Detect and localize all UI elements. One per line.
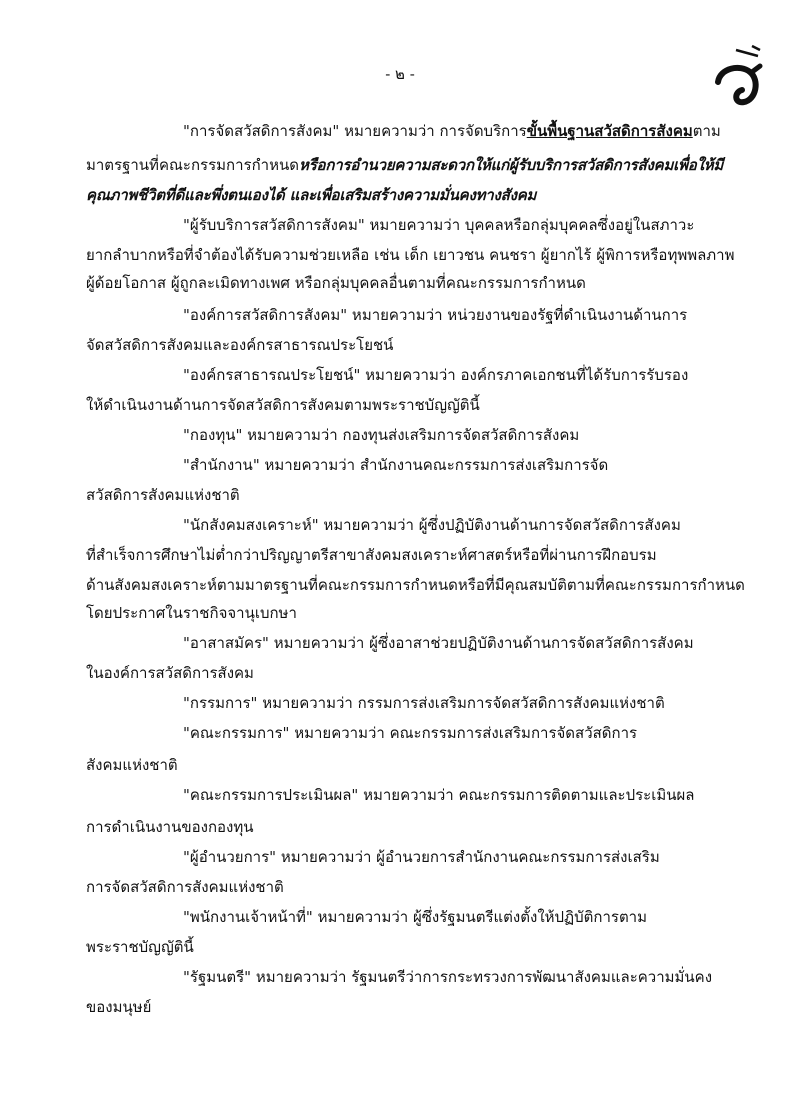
definition-office-cont: สวัสดิการสังคมแห่งชาติ: [86, 486, 240, 504]
definition-evaluation-committee-cont: การดำเนินงานของกองทุน: [86, 818, 254, 836]
definition-social-worker-cont: ด้านสังคมสงเคราะห์ตามมาตรฐานที่คณะกรรมการกำหนดหรือที่มีคุณสมบัติตามที่คณะกรรมการกำหนด: [86, 576, 745, 594]
page-number: - ๒ -: [385, 65, 415, 83]
definition-minister: "รัฐมนตรี" หมายความว่า รัฐมนตรีว่าการกระทรวงการพัฒนาสังคมและความมั่นคง: [183, 968, 713, 986]
definition-competent-official: "พนักงานเจ้าหน้าที่" หมายความว่า ผู้ซึ่งรัฐมนตรีแต่งตั้งให้ปฏิบัติการตาม: [183, 908, 647, 926]
definition-committee: "คณะกรรมการ" หมายความว่า คณะกรรมการส่งเสริมการจัดสวัสดิการ: [183, 724, 638, 742]
definition-evaluation-committee: "คณะกรรมการประเมินผล" หมายความว่า คณะกรรมการติดตามและประเมินผล: [183, 786, 695, 804]
definition-social-welfare-cont: คุณภาพชีวิตที่ดีและพึ่งตนเองได้ และเพื่อเสริมสร้างความมั่นคงทางสังคม: [86, 186, 537, 204]
definition-public-benefit-org: "องค์กรสาธารณประโยชน์" หมายความว่า องค์กรภาคเอกชนที่ได้รับการรับรอง: [183, 366, 689, 384]
definition-social-worker: "นักสังคมสงเคราะห์" หมายความว่า ผู้ซึ่งปฏิบัติงานด้านการจัดสวัสดิการสังคม: [183, 516, 681, 534]
definition-committee-cont: สังคมแห่งชาติ: [86, 756, 178, 774]
definition-service-recipient-cont: ยากลำบากหรือที่จำต้องได้รับความช่วยเหลือ เช่น เด็ก เยาวชน คนชรา ผู้ยากไร้ ผู้พิการหรือทุพพลภาพ: [86, 246, 735, 264]
definition-volunteer-cont: ในองค์การสวัสดิการสังคม: [86, 664, 254, 682]
definition-volunteer: "อาสาสมัคร" หมายความว่า ผู้ซึ่งอาสาช่วยปฏิบัติงานด้านการจัดสวัสดิการสังคม: [183, 634, 694, 652]
definition-social-worker-cont: โดยประกาศในราชกิจจานุเบกษา: [86, 604, 297, 622]
definition-service-recipient: "ผู้รับบริการสวัสดิการสังคม" หมายความว่า บุคคลหรือกลุ่มบุคคลซึ่งอยู่ในสภาวะ: [183, 216, 695, 234]
definition-welfare-organization-cont: จัดสวัสดิการสังคมและองค์กรสาธารณประโยชน์: [86, 336, 394, 354]
definition-social-welfare: "การจัดสวัสดิการสังคม" หมายความว่า การจัดบริการขั้นพื้นฐานสวัสดิการสังคมตาม: [183, 122, 721, 140]
definition-service-recipient-cont: ผู้ด้อยโอกาส ผู้ถูกละเมิดทางเพศ หรือกลุ่มบุคคลอื่นตามที่คณะกรรมการกำหนด: [86, 274, 586, 292]
definition-director-cont: การจัดสวัสดิการสังคมแห่งชาติ: [86, 878, 284, 896]
definition-fund: "กองทุน" หมายความว่า กองทุนส่งเสริมการจัดสวัสดิการสังคม: [183, 426, 580, 444]
definition-office: "สำนักงาน" หมายความว่า สำนักงานคณะกรรมการส่งเสริมการจัด: [183, 456, 609, 474]
definition-minister-cont: ของมนุษย์: [86, 998, 152, 1016]
definition-public-benefit-org-cont: ให้ดำเนินงานด้านการจัดสวัสดิการสังคมตามพระราชบัญญัตินี้: [86, 396, 480, 414]
definition-welfare-organization: "องค์การสวัสดิการสังคม" หมายความว่า หน่วยงานของรัฐที่ดำเนินงานด้านการ: [183, 306, 688, 324]
definition-committee-member: "กรรมการ" หมายความว่า กรรมการส่งเสริมการจัดสวัสดิการสังคมแห่งชาติ: [183, 694, 665, 712]
definition-social-welfare-cont: มาตรฐานที่คณะกรรมการกำหนดหรือการอำนวยความสะดวกให้แก่ผู้รับบริการสวัสดิการสังคมเพื่อให้มี: [86, 156, 724, 174]
definition-director: "ผู้อำนวยการ" หมายความว่า ผู้อำนวยการสำนักงานคณะกรรมการส่งเสริม: [183, 848, 660, 866]
definition-competent-official-cont: พระราชบัญญัตินี้: [86, 938, 194, 956]
definition-social-worker-cont: ที่สำเร็จการศึกษาไม่ต่ำกว่าปริญญาตรีสาขาสังคมสงเคราะห์ศาสตร์หรือที่ผ่านการฝึกอบรม: [86, 546, 657, 564]
